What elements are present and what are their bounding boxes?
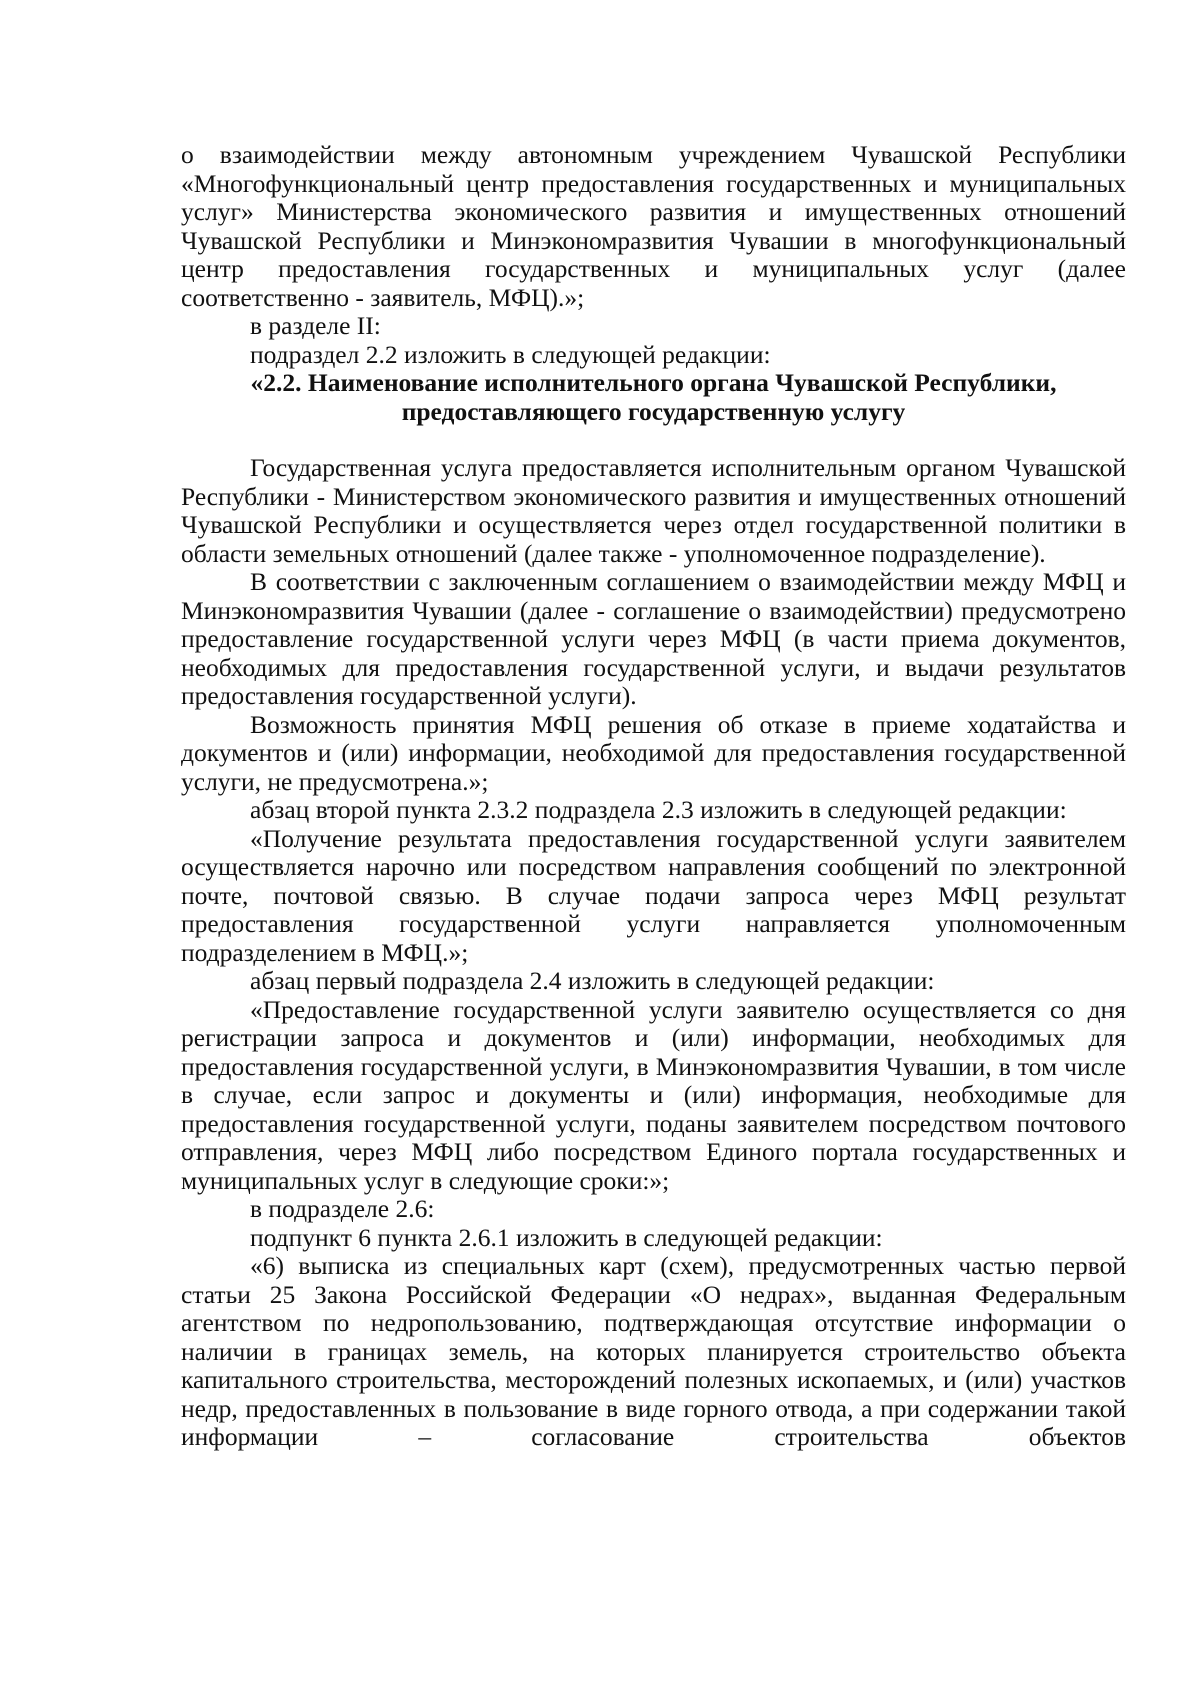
heading-line-2: предоставляющего государственную услугу [401,396,906,426]
body-paragraph: подпункт 6 пункта 2.6.1 изложить в следующей редакции: [250,1222,883,1252]
body-paragraph: «6) выписка из специальных карт (схем), предусмотренных частью первой статьи 25 Закона Российской Федерации «О недрах», выданная Федеральным агентством по недропользованию, подтверждающая отсутствие информации о наличии в границах земель, на которых планируется строительство объекта капитального строительства, месторождений полезных ископаемых, и (или) участков недр, предоставленных в пользование в виде горного отвода, а при содержании такой информации – согласование строительства объектов [181,1251,1126,1451]
body-paragraph: «Получение результата предоставления государственной услуги заявителем осуществляется нарочно или посредством направления сообщений по электронной почте, почтовой связью. В случае подачи запроса через МФЦ результат предоставления государственной услуги направляется уполномоченным подразделением в МФЦ.»; [181,823,1126,967]
body-paragraph: В соответствии с заключенным соглашением о взаимодействии между МФЦ и Минэкономразвития Чувашии (далее - соглашение о взаимодействии) предусмотрено предоставление государственной услуги через МФЦ (в части приема документов, необходимых для предоставления государственной услуги, и выдачи результатов предоставления государственной услуги). [181,567,1126,710]
body-paragraph: Государственная услуга предоставляется исполнительным органом Чувашской Республики - Министерством экономического развития и имущественных отношений Чувашской Республики и осуществляется через отдел государственной политики в области земельных отношений (далее также - уполномоченное подразделение). [181,453,1126,568]
body-paragraph: абзац второй пункта 2.3.2 подраздела 2.3 изложить в следующей редакции: [250,795,1067,824]
body-paragraph: в подразделе 2.6: [250,1194,435,1223]
document-page [181,141,1126,1452]
intro-paragraph: о взаимодействии между автономным учреждением Чувашской Республики «Многофункциональный центр предоставления государственных и муниципальных услуг» Министерства экономического развития и имущественных отношений Чувашской Республики и Минэкономразвития Чувашии в многофункциональный центр предоставления государственных и муниципальных услуг (далее соответственно - заявитель, МФЦ).»; [181,140,1126,312]
body-paragraph: Возможность принятия МФЦ решения об отказе в приеме ходатайства и документов и (или) информации, необходимой для предоставления государственной услуги, не предусмотрена.»; [181,709,1126,796]
body-paragraph: «Предоставление государственной услуги заявителю осуществляется со дня регистрации запроса и документов и (или) информации, необходимых для предоставления государственной услуги, в Минэкономразвития Чувашии, в том числе в случае, если запрос и документы и (или) информация, необходимые для предоставления государственной услуги, поданы заявителем посредством почтового отправления, через МФЦ либо посредством Единого портала государственных и муниципальных услуг в следующие сроки:»; [181,994,1126,1195]
section-ii-line: в разделе II: [250,311,381,340]
body-paragraph: абзац первый подраздела 2.4 изложить в следующей редакции: [250,966,935,995]
heading-line-1: «2.2. Наименование исполнительного органа Чувашской Республики, [250,368,1057,397]
section-heading [181,369,1126,426]
subsection-2-2-line: подраздел 2.2 изложить в следующей редакции: [250,339,771,369]
